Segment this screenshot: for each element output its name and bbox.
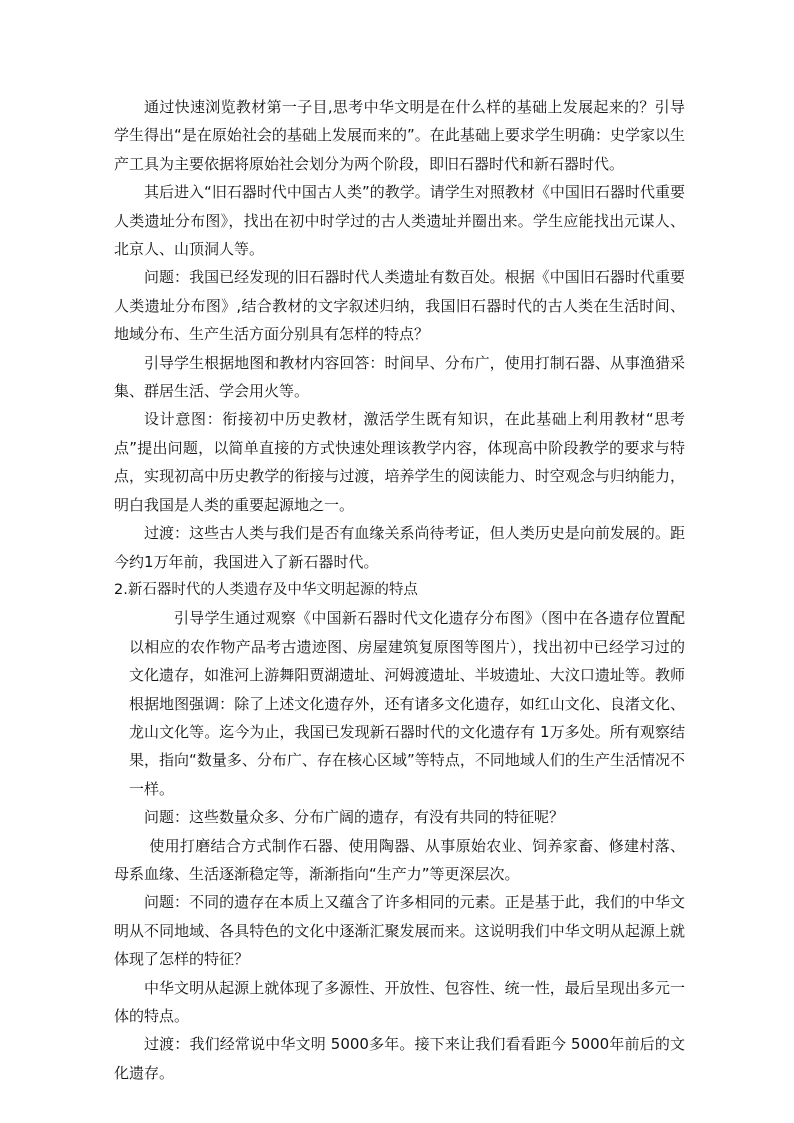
paragraph-transition-neolithic: 过渡：这些古人类与我们是否有血缘关系尚待考证，但人类历史是向前发展的。距今约1万年前，我国进入了新石器时代。 <box>114 524 685 571</box>
paragraph-paleolithic-teaching: 其后进入“旧石器时代中国古人类”的教学。请学生对照教材《中国旧石器时代重要人类遗址分布图》，找出在初中时学过的古人类遗址并圈出来。学生应能找出元谋人、北京人、山顶洞人等。 <box>114 183 685 259</box>
paragraph-question-paleolithic: 问题：我国已经发现的旧石器时代人类遗址有数百处。根据《中国旧石器时代重要人类遗址分布图》,结合教材的文字叙述归纳，我国旧石器时代的古人类在生活时间、地域分布、生产生活方面分别具有怎样的特点？ <box>114 268 685 344</box>
paragraph-origin-features-answer: 中华文明从起源上就体现了多源性、开放性、包容性、统一性，最后呈现出多元一体的特点。 <box>114 978 685 1025</box>
paragraph-answer-guidance: 引导学生根据地图和教材内容回答：时间早、分布广，使用打制石器、从事渔猎采集、群居生活、学会用火等。 <box>114 353 685 401</box>
paragraph-common-features-answer: 使用打磨结合方式制作石器、使用陶器、从事原始农业、饲养家畜、修建村落、母系血缘、生活逐渐稳定等，渐渐指向“生产力”等更深层次。 <box>114 836 685 883</box>
paragraph-intro: 通过快速浏览教材第一子目,思考中华文明是在什么样的基础上发展起来的？引导学生得出“是在原始社会的基础上发展而来的”。在此基础上要求学生明确：史学家以生产工具为主要依据将原始社会划分为两个阶段，即旧石器时代和新石器时代。 <box>114 98 685 173</box>
paragraph-design-intent: 设计意图：衔接初中历史教材，激活学生既有知识，在此基础上利用教材“思考点”提出问题，以简单直接的方式快速处理该教学内容，体现高中阶段教学的要求与特点，实现初高中历史教学的衔接与过渡，培养学生的阅读能力、时空观念与归纳能力，明白我国是人类的重要起源地之一。 <box>114 410 685 514</box>
document-page <box>114 93 685 1087</box>
paragraph-question-origin-features: 问题：不同的遗存在本质上又蕴含了许多相同的元素。正是基于此，我们的中华文明从不同地域、各具特色的文化中逐渐汇聚发展而来。这说明我们中华文明从起源上就体现了怎样的特征？ <box>114 893 685 969</box>
section-heading: 2.新石器时代的人类遗存及中华文明起源的特点 <box>114 581 418 598</box>
paragraph-neolithic-map: 引导学生通过观察《中国新石器时代文化遗存分布图》（图中在各遗存位置配以相应的农作物产品考古遗迹图、房屋建筑复原图等图片），找出初中已经学习过的文化遗存，如淮河上游舞阳贾湖遗址、河姆渡遗址、半坡遗址、大汶口遗址等。教师根据地图强调：除了上述文化遗存外，还有诸多文化遗存，如红山文化、良渚文化、龙山文化等。迄今为止，我国已发现新石器时代的文化遗存有 1万多处。所有观察结果，指向“数量多、分布广、存在核心区域”等特点，不同地域人们的生产生活情况不一样。 <box>129 609 685 798</box>
paragraph-question-common-features: 问题：这些数量众多、分布广阔的遗存，有没有共同的特征呢？ <box>144 808 565 827</box>
paragraph-transition-5000-years: 过渡：我们经常说中华文明 5000多年。接下来让我们看看距今 5000年前后的文化遗存。 <box>114 1035 685 1082</box>
